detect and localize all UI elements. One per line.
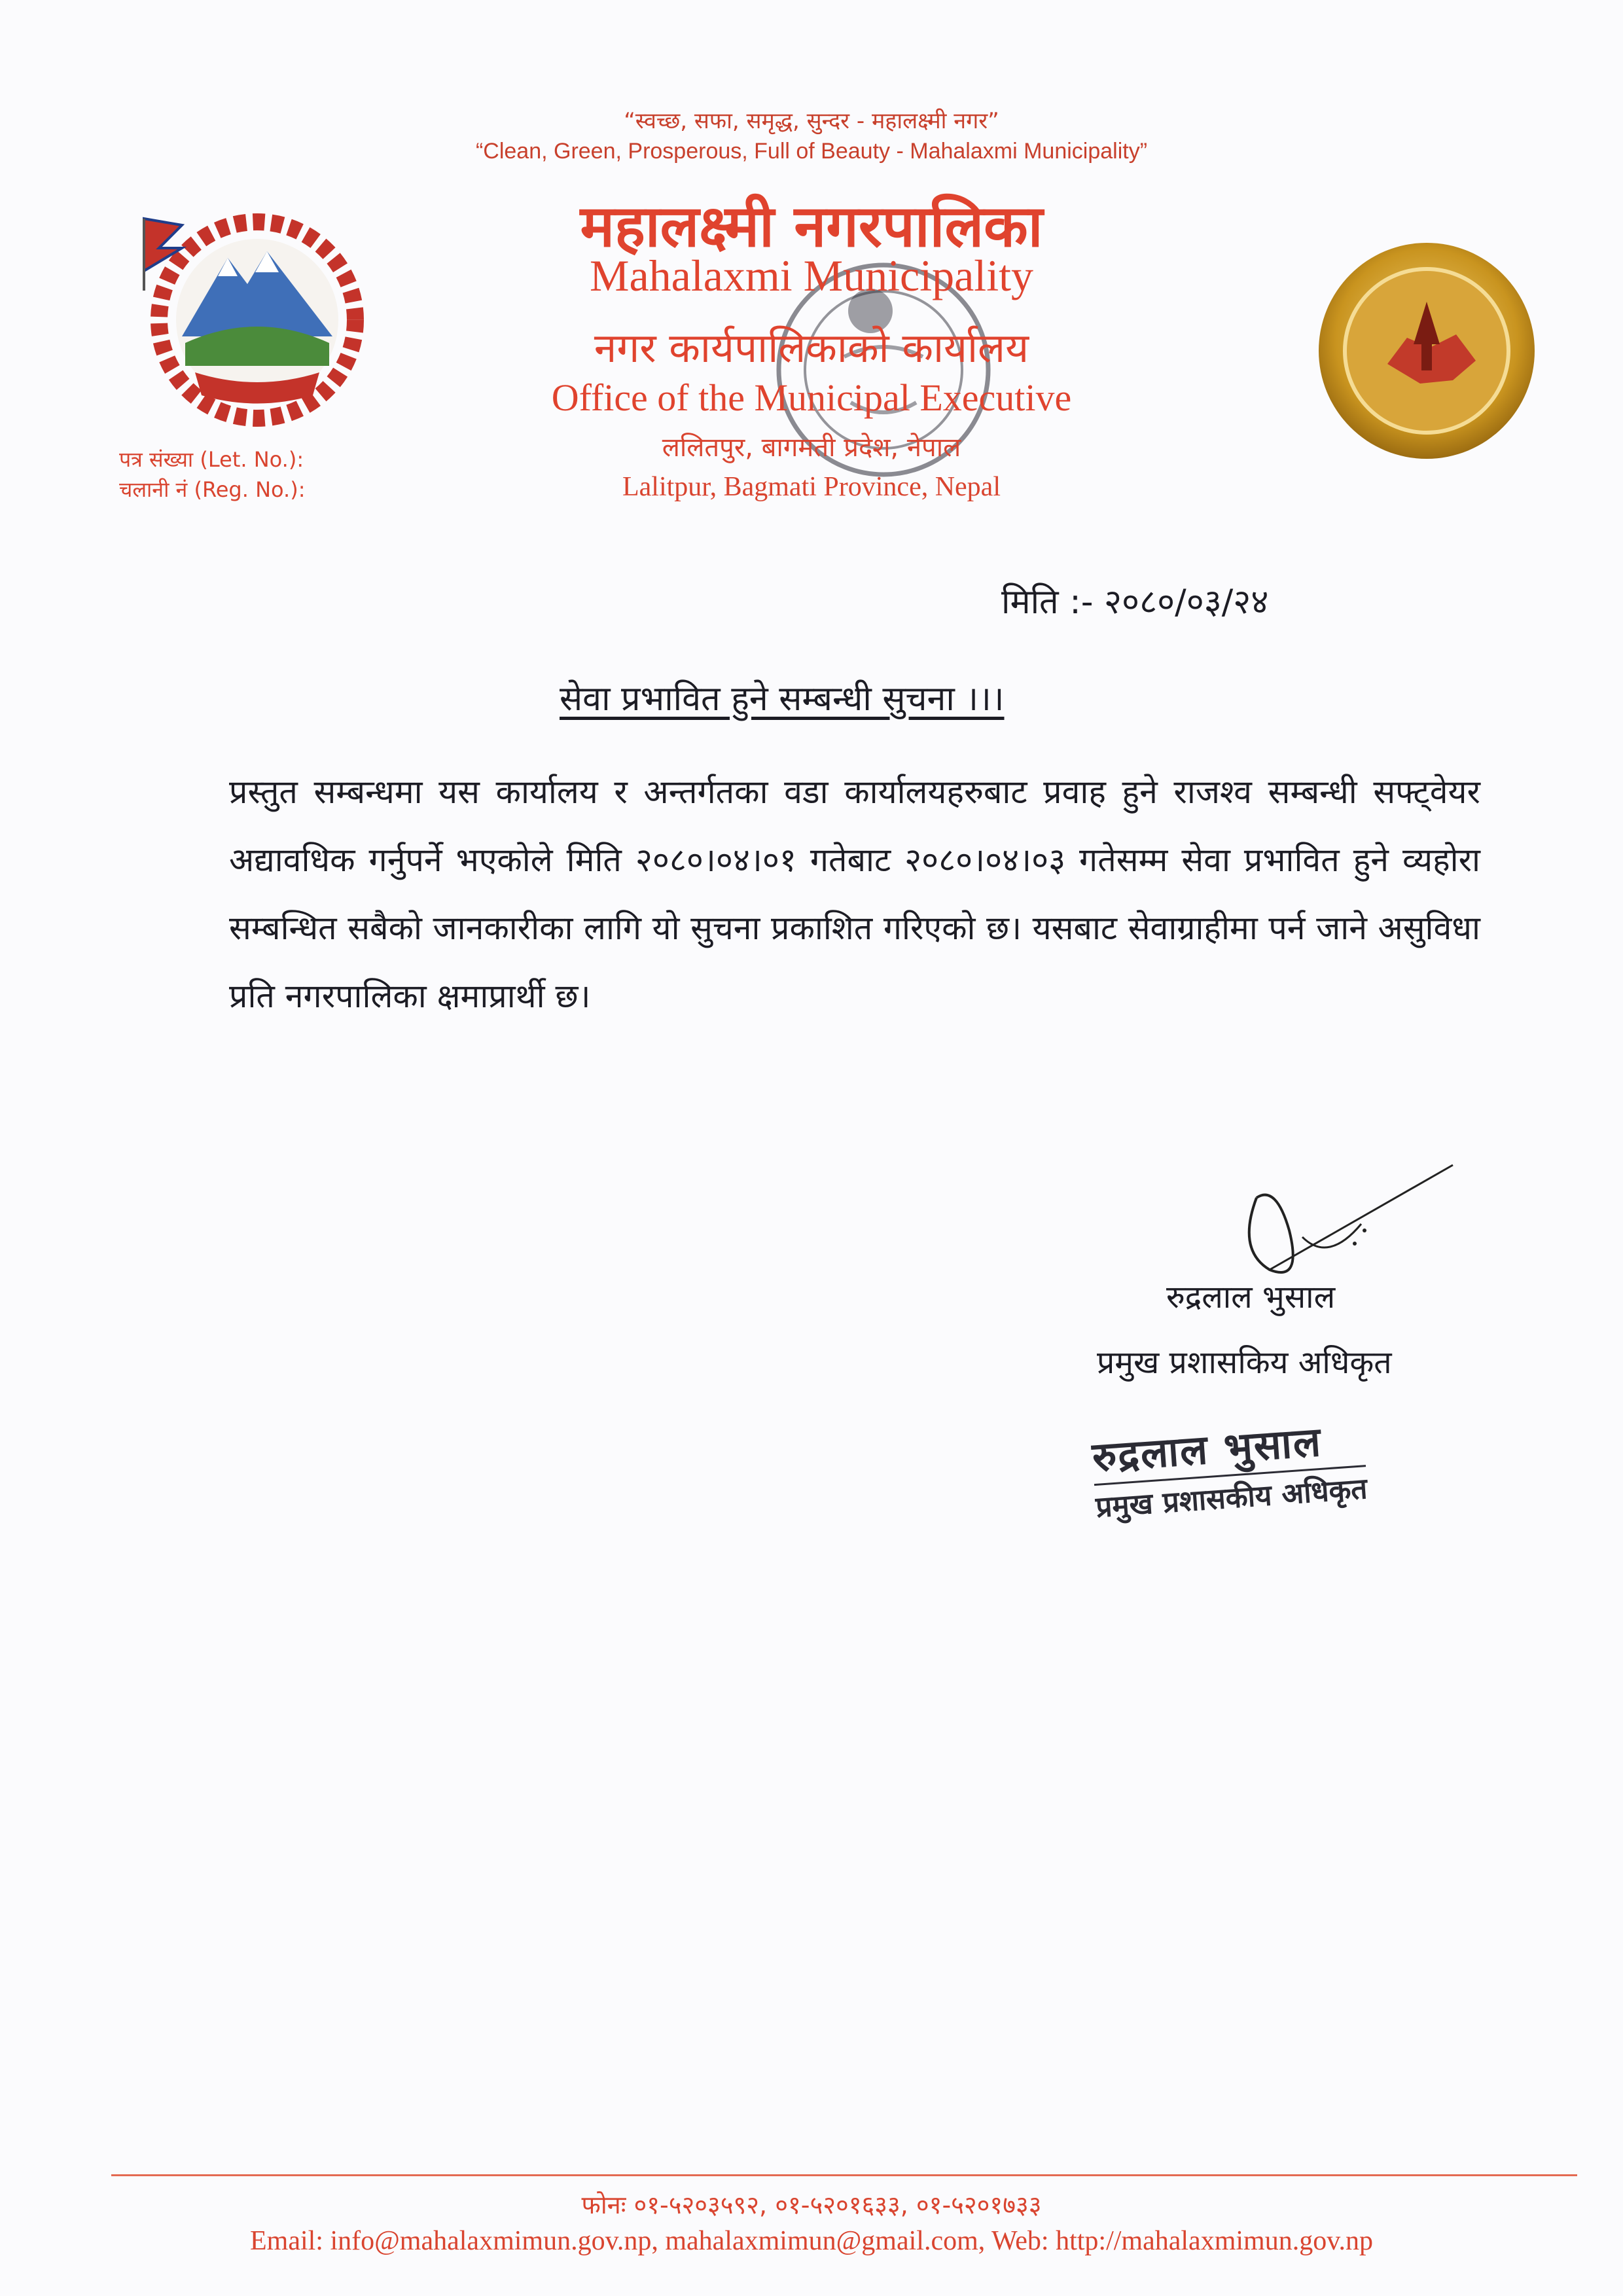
notice-body: प्रस्तुत सम्बन्धमा यस कार्यालय र अन्तर्गतका वडा कार्यालयहरुबाट प्रवाह हुने राजश्व सम्बन्धी सफ्ट्वेयर अद्यावधिक गर्नुपर्ने भएकोले मिति २०८०।०४।०१ गतेबाट २०८०।०४।०३ गतेसम्म सेवा प्रभावित हुने व्यहोरा सम्बन्धित सबैको जानकारीका लागि यो सुचना प्रकाशित गरिएको छ। यसबाट सेवाग्राहीमा पर्न जाने असुविधा प्रति नगरपालिका क्षमाप्रार्थी छ।	[229, 773, 1480, 1015]
tagline-english: “Clean, Green, Prosperous, Full of Beauty - Mahalaxmi Municipality”	[475, 139, 1148, 164]
registration-number-label: चलानी नं (Reg. No.):	[119, 477, 306, 502]
letter-date: मिति :- २०८०/०३/२४	[1001, 583, 1269, 622]
office-name-english: Office of the Municipal Executive	[551, 376, 1072, 419]
name-stamp	[1090, 1409, 1418, 1549]
address-nepali: ललितपुर, बागमती प्रदेश, नेपाल	[662, 433, 961, 463]
notice-subject: सेवा प्रभावित हुने सम्बन्धी सुचना ।।।	[560, 679, 1005, 719]
municipality-name-english: Mahalaxmi Municipality	[590, 251, 1033, 300]
stamp-title: प्रमुख प्रशासकीय अधिकृत	[1094, 1465, 1368, 1528]
address-english: Lalitpur, Bagmati Province, Nepal	[622, 472, 1001, 502]
municipality-name-nepali: महालक्ष्मी नगरपालिका	[580, 192, 1043, 260]
stamp-name: रुद्रलाल भुसाल	[1090, 1417, 1324, 1482]
signatory-title: प्रमुख प्रशासकिय अधिकृत	[1097, 1344, 1392, 1381]
footer-divider	[111, 2174, 1577, 2176]
signatory-name: रुद्रलाल भुसाल	[1166, 1279, 1336, 1316]
tagline-nepali: “स्वच्छ, सफा, समृद्ध, सुन्दर - महालक्ष्मी नगर”	[624, 108, 999, 134]
footer-phone: फोनः ०१-५२०३५९२, ०१-५२०१६३३, ०१-५२०१७३३	[581, 2191, 1042, 2219]
office-name-nepali: नगर कार्यपालिकाको कार्यालय	[594, 324, 1029, 372]
letter-number-label: पत्र संख्या (Let. No.):	[119, 447, 304, 472]
footer-contact: Email: info@mahalaxmimun.gov.np, mahalaxmimun@gmail.com, Web: http://mahalaxmimun.gov.np	[250, 2226, 1373, 2256]
